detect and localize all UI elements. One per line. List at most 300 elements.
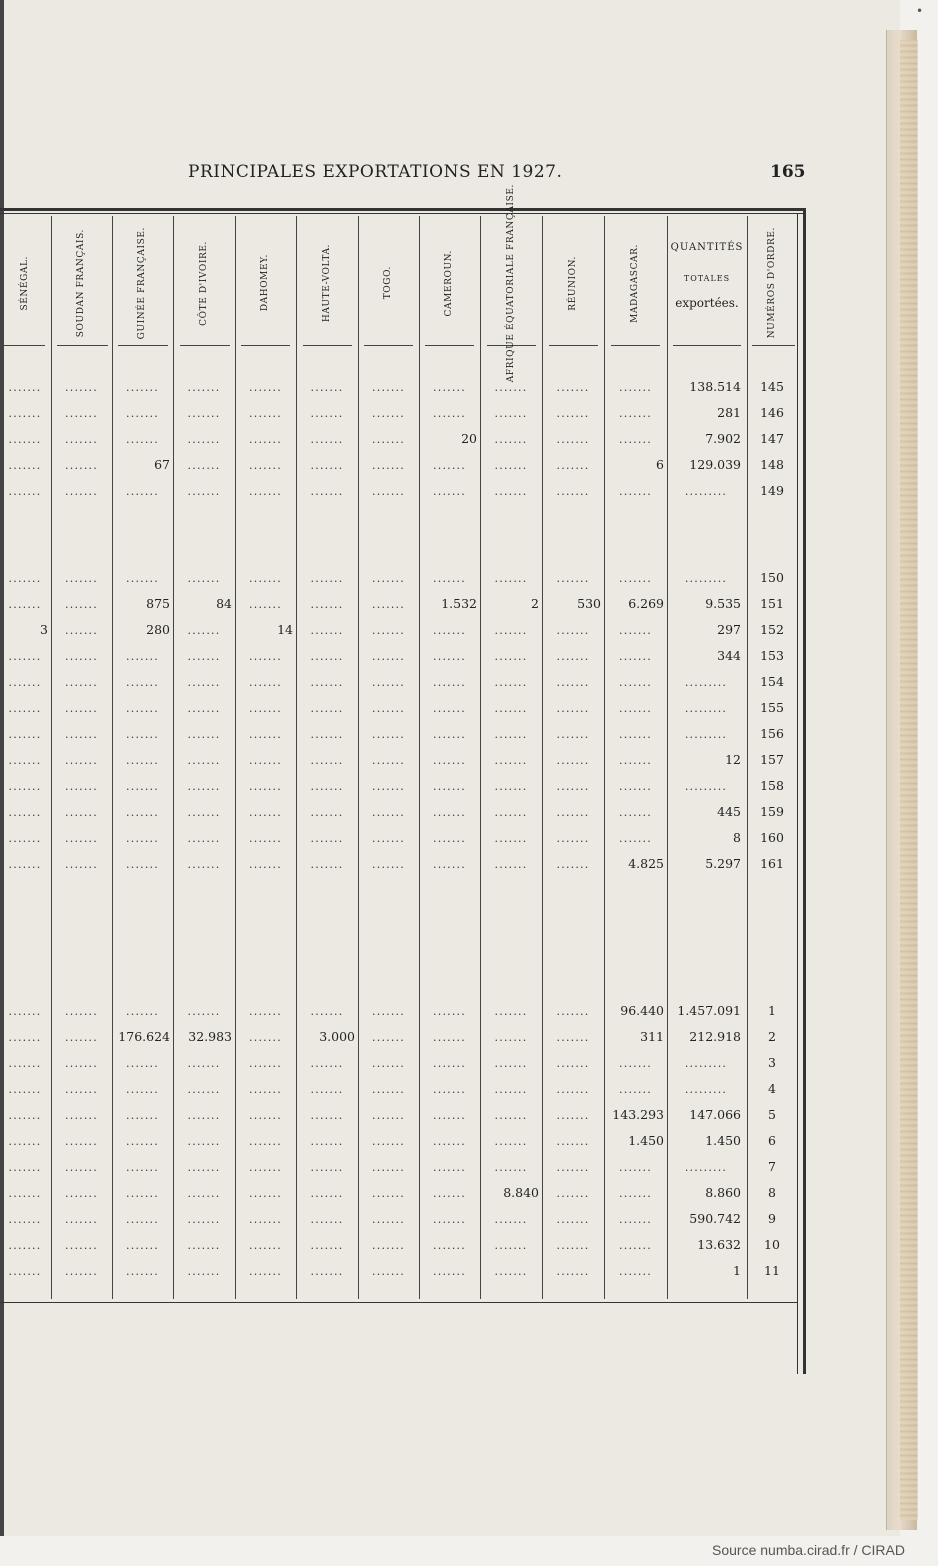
cell-leader-dots: ....... <box>249 806 282 819</box>
cell-leader-dots: ......... <box>684 780 728 793</box>
cell-leader-dots: ....... <box>556 702 590 715</box>
cell-leader-dots: ....... <box>556 1239 590 1252</box>
numeros-ordre-label: NUMÉROS D'ORDRE. <box>766 227 777 339</box>
cell-leader-dots: ....... <box>494 407 528 420</box>
cell-leader-dots: ....... <box>494 433 528 446</box>
cell-leader-dots: ....... <box>249 650 282 663</box>
cell-leader-dots: ....... <box>187 1057 221 1070</box>
cell-leader-dots: ....... <box>187 381 221 394</box>
table-row <box>0 591 798 617</box>
cell-leader-dots: ....... <box>619 1161 652 1174</box>
cell-leader-dots: ....... <box>65 1187 98 1200</box>
cell-leader-dots: ....... <box>65 572 98 585</box>
cell-leader-dots: ....... <box>433 572 466 585</box>
cell-leader-dots: ....... <box>619 728 652 741</box>
scan-mark: • <box>916 4 924 18</box>
cell-leader-dots: ....... <box>433 1135 466 1148</box>
cell-leader-dots: ......... <box>684 1161 728 1174</box>
cell-leader-dots: ....... <box>187 1213 221 1226</box>
cell-leader-dots: ....... <box>619 485 652 498</box>
cell-leader-dots: ....... <box>249 858 282 871</box>
cell-leader-dots: ....... <box>8 433 42 446</box>
cell-leader-dots: ....... <box>187 650 221 663</box>
cell-leader-dots: ....... <box>249 485 282 498</box>
table-row <box>0 695 798 721</box>
cell-leader-dots: ....... <box>187 1083 221 1096</box>
cell-leader-dots: ....... <box>494 1109 528 1122</box>
cell-leader-dots: ....... <box>65 1031 98 1044</box>
cell-leader-dots: ....... <box>126 806 159 819</box>
cell-leader-dots: ....... <box>619 780 652 793</box>
cell-leader-dots: ....... <box>126 1161 159 1174</box>
cell-value-madagascar: 1.450 <box>628 1133 664 1148</box>
cell-leader-dots: ....... <box>8 1135 42 1148</box>
cell-leader-dots: ....... <box>310 702 344 715</box>
exports-table <box>0 183 806 1374</box>
cell-leader-dots: ....... <box>65 598 98 611</box>
cell-leader-dots: ....... <box>8 459 42 472</box>
cell-value-guinee: 280 <box>146 622 170 637</box>
cell-leader-dots: ....... <box>372 572 405 585</box>
cell-leader-dots: ....... <box>8 598 42 611</box>
cell-leader-dots: ....... <box>433 702 466 715</box>
cell-leader-dots: ....... <box>494 1083 528 1096</box>
cell-leader-dots: ....... <box>310 1265 344 1278</box>
cell-leader-dots: ....... <box>494 858 528 871</box>
cell-total: 5.297 <box>705 856 741 871</box>
cell-leader-dots: ....... <box>433 1213 466 1226</box>
cell-value-guinee: 67 <box>154 457 170 472</box>
column-header-cote <box>174 218 234 348</box>
cell-leader-dots: ....... <box>310 1135 344 1148</box>
cell-leader-dots: ....... <box>8 858 42 871</box>
cell-numero-ordre: 148 <box>760 457 784 472</box>
cell-leader-dots: ....... <box>494 650 528 663</box>
cell-leader-dots: ....... <box>494 1213 528 1226</box>
cell-leader-dots: ....... <box>556 572 590 585</box>
table-row <box>0 452 798 478</box>
cell-leader-dots: ....... <box>494 1265 528 1278</box>
cell-leader-dots: ....... <box>433 754 466 767</box>
cell-total: 1.450 <box>705 1133 741 1148</box>
cell-leader-dots: ....... <box>619 381 652 394</box>
cell-leader-dots: ....... <box>619 1213 652 1226</box>
cell-total: 281 <box>717 405 741 420</box>
cell-leader-dots: ....... <box>310 1057 344 1070</box>
cell-leader-dots: ....... <box>494 381 528 394</box>
page-stack-texture <box>900 40 918 1520</box>
column-header-label: MADAGASCAR. <box>630 243 640 323</box>
cell-leader-dots: ....... <box>372 858 405 871</box>
cell-leader-dots: ....... <box>310 572 344 585</box>
cell-leader-dots: ....... <box>556 1005 590 1018</box>
cell-leader-dots: ....... <box>433 806 466 819</box>
table-row <box>0 773 798 799</box>
cell-numero-ordre: 160 <box>760 830 784 845</box>
table-row <box>0 565 798 591</box>
cell-leader-dots: ....... <box>619 572 652 585</box>
cell-numero-ordre: 4 <box>768 1081 776 1096</box>
cell-leader-dots: ....... <box>249 728 282 741</box>
cell-leader-dots: ....... <box>187 433 221 446</box>
table-row <box>0 426 798 452</box>
cell-value-guinee: 875 <box>146 596 170 611</box>
cell-numero-ordre: 146 <box>760 405 784 420</box>
cell-leader-dots: ....... <box>8 1109 42 1122</box>
cell-leader-dots: ....... <box>65 650 98 663</box>
table-rule-top-thin <box>0 213 806 214</box>
cell-leader-dots: ....... <box>556 676 590 689</box>
cell-leader-dots: ....... <box>433 832 466 845</box>
page-title: PRINCIPALES EXPORTATIONS EN 1927. <box>188 162 563 182</box>
cell-leader-dots: ....... <box>556 1057 590 1070</box>
table-row <box>0 400 798 426</box>
cell-numero-ordre: 154 <box>760 674 784 689</box>
cell-leader-dots: ....... <box>310 1005 344 1018</box>
cell-leader-dots: ....... <box>556 832 590 845</box>
cell-leader-dots: ....... <box>187 1135 221 1148</box>
cell-leader-dots: ....... <box>372 1161 405 1174</box>
table-row <box>0 374 798 400</box>
cell-leader-dots: ....... <box>126 702 159 715</box>
column-header-label: SÉNÉGAL. <box>19 255 30 311</box>
cell-value-senegal: 3 <box>40 622 48 637</box>
cell-leader-dots: ....... <box>249 1239 282 1252</box>
cell-value-reunion: 530 <box>577 596 601 611</box>
quantites-line2: TOTALES <box>683 274 731 283</box>
cell-leader-dots: ....... <box>249 1005 282 1018</box>
cell-leader-dots: ....... <box>8 1187 42 1200</box>
cell-leader-dots: ....... <box>619 624 652 637</box>
cell-leader-dots: ....... <box>619 1083 652 1096</box>
cell-value-cote: 84 <box>216 596 232 611</box>
quantites-line1: QUANTITÉS <box>670 242 744 253</box>
cell-leader-dots: ....... <box>65 676 98 689</box>
cell-leader-dots: ....... <box>126 676 159 689</box>
cell-leader-dots: ....... <box>65 702 98 715</box>
cell-leader-dots: ....... <box>556 433 590 446</box>
table-row <box>0 1258 798 1284</box>
cell-leader-dots: ....... <box>249 1031 282 1044</box>
cell-leader-dots: ....... <box>310 624 344 637</box>
header-underline <box>752 345 795 346</box>
cell-leader-dots: ....... <box>8 1239 42 1252</box>
cell-leader-dots: ....... <box>8 806 42 819</box>
cell-leader-dots: ....... <box>310 1161 344 1174</box>
cell-leader-dots: ....... <box>65 1005 98 1018</box>
cell-leader-dots: ....... <box>372 1057 405 1070</box>
cell-total: 138.514 <box>689 379 741 394</box>
cell-leader-dots: ....... <box>556 1135 590 1148</box>
cell-leader-dots: ....... <box>8 728 42 741</box>
cell-value-haute_volta: 3.000 <box>319 1029 355 1044</box>
cell-numero-ordre: 1 <box>768 1003 776 1018</box>
cell-leader-dots: ....... <box>556 1161 590 1174</box>
cell-leader-dots: ....... <box>433 1187 466 1200</box>
source-credit: Source numba.cirad.fr / CIRAD <box>712 1542 905 1558</box>
table-row <box>0 1154 798 1180</box>
table-row <box>0 1232 798 1258</box>
cell-leader-dots: ....... <box>65 485 98 498</box>
cell-leader-dots: ....... <box>372 728 405 741</box>
cell-total: 12 <box>725 752 741 767</box>
cell-leader-dots: ....... <box>310 1213 344 1226</box>
cell-leader-dots: ....... <box>187 676 221 689</box>
cell-numero-ordre: 151 <box>760 596 784 611</box>
cell-leader-dots: ....... <box>494 1239 528 1252</box>
cell-leader-dots: ....... <box>187 1161 221 1174</box>
cell-leader-dots: ....... <box>310 806 344 819</box>
cell-numero-ordre: 150 <box>760 570 784 585</box>
cell-numero-ordre: 8 <box>768 1185 776 1200</box>
cell-leader-dots: ....... <box>126 433 159 446</box>
cell-leader-dots: ....... <box>65 728 98 741</box>
cell-leader-dots: ....... <box>310 676 344 689</box>
cell-leader-dots: ....... <box>494 780 528 793</box>
table-row <box>0 1102 798 1128</box>
cell-leader-dots: ....... <box>8 676 42 689</box>
cell-leader-dots: ....... <box>249 572 282 585</box>
cell-leader-dots: ....... <box>372 1083 405 1096</box>
cell-leader-dots: ....... <box>65 858 98 871</box>
cell-leader-dots: ....... <box>433 459 466 472</box>
cell-leader-dots: ....... <box>65 1213 98 1226</box>
cell-leader-dots: ....... <box>556 1031 590 1044</box>
column-header-soudan <box>52 218 111 348</box>
table-rule-top <box>0 208 806 211</box>
cell-leader-dots: ......... <box>684 572 728 585</box>
table-row <box>0 1180 798 1206</box>
cell-leader-dots: ....... <box>8 485 42 498</box>
cell-total: 9.535 <box>705 596 741 611</box>
cell-total: 445 <box>717 804 741 819</box>
column-header-dahomey <box>236 218 295 348</box>
cell-leader-dots: ....... <box>619 407 652 420</box>
cell-leader-dots: ....... <box>494 1161 528 1174</box>
table-row <box>0 825 798 851</box>
table-row <box>0 1128 798 1154</box>
cell-numero-ordre: 7 <box>768 1159 776 1174</box>
cell-leader-dots: ....... <box>433 485 466 498</box>
cell-leader-dots: ....... <box>126 728 159 741</box>
cell-leader-dots: ....... <box>126 1187 159 1200</box>
column-header-togo <box>359 218 418 348</box>
cell-leader-dots: ....... <box>556 754 590 767</box>
cell-leader-dots: ....... <box>433 728 466 741</box>
cell-leader-dots: ....... <box>310 485 344 498</box>
cell-value-madagascar: 4.825 <box>628 856 664 871</box>
table-row <box>0 747 798 773</box>
cell-value-cameroun: 1.532 <box>441 596 477 611</box>
cell-numero-ordre: 5 <box>768 1107 776 1122</box>
cell-leader-dots: ....... <box>494 1031 528 1044</box>
cell-leader-dots: ....... <box>310 1239 344 1252</box>
cell-leader-dots: ....... <box>65 1135 98 1148</box>
cell-leader-dots: ....... <box>187 485 221 498</box>
column-header-label: RÉUNION. <box>567 255 578 311</box>
cell-leader-dots: ....... <box>187 459 221 472</box>
cell-leader-dots: ....... <box>126 1057 159 1070</box>
cell-leader-dots: ....... <box>433 1005 466 1018</box>
cell-leader-dots: ....... <box>310 754 344 767</box>
cell-total: 344 <box>717 648 741 663</box>
cell-leader-dots: ....... <box>187 754 221 767</box>
cell-leader-dots: ....... <box>126 572 159 585</box>
cell-leader-dots: ....... <box>433 1239 466 1252</box>
column-header-haute_volta <box>297 218 357 348</box>
cell-leader-dots: ....... <box>8 1265 42 1278</box>
cell-leader-dots: ....... <box>556 1083 590 1096</box>
cell-leader-dots: ....... <box>494 676 528 689</box>
table-row <box>0 998 798 1024</box>
cell-leader-dots: ....... <box>126 1083 159 1096</box>
cell-leader-dots: ....... <box>8 407 42 420</box>
cell-leader-dots: ....... <box>372 1265 405 1278</box>
cell-leader-dots: ....... <box>372 407 405 420</box>
cell-leader-dots: ....... <box>433 858 466 871</box>
cell-total: 1.457.091 <box>677 1003 741 1018</box>
cell-leader-dots: ....... <box>372 650 405 663</box>
cell-leader-dots: ....... <box>310 1109 344 1122</box>
numeros-ordre-header <box>748 218 796 348</box>
cell-leader-dots: ....... <box>619 806 652 819</box>
column-header-senegal <box>0 218 50 348</box>
cell-leader-dots: ......... <box>684 1057 728 1070</box>
cell-leader-dots: ....... <box>619 702 652 715</box>
cell-leader-dots: ....... <box>65 1265 98 1278</box>
cell-leader-dots: ....... <box>494 1005 528 1018</box>
cell-leader-dots: ....... <box>126 858 159 871</box>
cell-leader-dots: ......... <box>684 702 728 715</box>
column-header-label: DAHOMEY. <box>260 254 270 312</box>
cell-leader-dots: ....... <box>372 780 405 793</box>
column-header-label: TOGO. <box>383 266 393 300</box>
column-header-label: CAMEROUN. <box>444 249 454 317</box>
cell-leader-dots: ....... <box>249 1083 282 1096</box>
table-row <box>0 617 798 643</box>
table-row <box>0 799 798 825</box>
cell-leader-dots: ....... <box>372 1213 405 1226</box>
cell-leader-dots: ....... <box>494 624 528 637</box>
cell-leader-dots: ....... <box>494 702 528 715</box>
cell-value-aef: 2 <box>531 596 539 611</box>
cell-leader-dots: ....... <box>65 1057 98 1070</box>
cell-leader-dots: ....... <box>8 754 42 767</box>
cell-leader-dots: ....... <box>187 806 221 819</box>
column-header-label: HAUTE-VOLTA. <box>321 243 332 323</box>
cell-leader-dots: ....... <box>249 780 282 793</box>
cell-leader-dots: ....... <box>494 832 528 845</box>
cell-leader-dots: ....... <box>494 806 528 819</box>
cell-leader-dots: ....... <box>65 433 98 446</box>
cell-leader-dots: ....... <box>65 832 98 845</box>
cell-leader-dots: ....... <box>310 407 344 420</box>
cell-leader-dots: ....... <box>494 1135 528 1148</box>
cell-leader-dots: ....... <box>494 459 528 472</box>
cell-leader-dots: ....... <box>65 459 98 472</box>
cell-leader-dots: ....... <box>187 780 221 793</box>
cell-numero-ordre: 2 <box>768 1029 776 1044</box>
cell-total: 13.632 <box>697 1237 741 1252</box>
cell-leader-dots: ....... <box>556 459 590 472</box>
table-rule-bottom <box>0 1302 798 1303</box>
cell-leader-dots: ....... <box>126 832 159 845</box>
column-header-label: CÔTE D'IVOIRE. <box>198 240 209 326</box>
cell-leader-dots: ....... <box>249 1161 282 1174</box>
cell-leader-dots: ....... <box>619 676 652 689</box>
table-row <box>0 478 798 504</box>
cell-leader-dots: ....... <box>8 780 42 793</box>
table-row <box>0 1076 798 1102</box>
cell-leader-dots: ....... <box>126 1135 159 1148</box>
table-row <box>0 1206 798 1232</box>
cell-leader-dots: ....... <box>372 459 405 472</box>
cell-leader-dots: ....... <box>187 1005 221 1018</box>
cell-leader-dots: ....... <box>494 1057 528 1070</box>
table-row <box>0 643 798 669</box>
cell-numero-ordre: 11 <box>764 1263 780 1278</box>
cell-numero-ordre: 155 <box>760 700 784 715</box>
quantites-line3: exportées. <box>675 296 739 310</box>
cell-leader-dots: ......... <box>684 1083 728 1096</box>
cell-leader-dots: ....... <box>310 459 344 472</box>
cell-leader-dots: ....... <box>8 1057 42 1070</box>
cell-leader-dots: ....... <box>249 754 282 767</box>
cell-value-guinee: 176.624 <box>118 1029 170 1044</box>
column-header-label: SOUDAN FRANÇAIS. <box>76 228 86 338</box>
cell-leader-dots: ....... <box>8 832 42 845</box>
cell-value-cameroun: 20 <box>461 431 477 446</box>
cell-leader-dots: ....... <box>619 1187 652 1200</box>
cell-leader-dots: ....... <box>187 1239 221 1252</box>
cell-leader-dots: ....... <box>187 407 221 420</box>
cell-value-madagascar: 143.293 <box>612 1107 664 1122</box>
cell-leader-dots: ......... <box>684 485 728 498</box>
cell-leader-dots: ....... <box>494 754 528 767</box>
cell-leader-dots: ....... <box>372 1109 405 1122</box>
cell-leader-dots: ....... <box>372 1005 405 1018</box>
cell-leader-dots: ....... <box>556 780 590 793</box>
cell-leader-dots: ....... <box>494 485 528 498</box>
cell-leader-dots: ....... <box>433 1161 466 1174</box>
cell-leader-dots: ....... <box>556 407 590 420</box>
cell-numero-ordre: 6 <box>768 1133 776 1148</box>
cell-value-madagascar: 96.440 <box>620 1003 664 1018</box>
cell-total: 590.742 <box>689 1211 741 1226</box>
cell-leader-dots: ....... <box>8 381 42 394</box>
cell-leader-dots: ....... <box>249 1213 282 1226</box>
cell-leader-dots: ....... <box>433 381 466 394</box>
table-row <box>0 1050 798 1076</box>
cell-leader-dots: ....... <box>433 1057 466 1070</box>
cell-leader-dots: ....... <box>126 485 159 498</box>
cell-leader-dots: ......... <box>684 728 728 741</box>
cell-leader-dots: ....... <box>249 381 282 394</box>
table-row <box>0 1024 798 1050</box>
column-header-cameroun <box>420 218 479 348</box>
cell-leader-dots: ....... <box>556 650 590 663</box>
column-header-aef <box>481 183 541 383</box>
cell-leader-dots: ....... <box>187 832 221 845</box>
cell-leader-dots: ....... <box>187 572 221 585</box>
cell-leader-dots: ....... <box>433 1083 466 1096</box>
cell-leader-dots: ....... <box>187 728 221 741</box>
cell-leader-dots: ....... <box>494 572 528 585</box>
page-header <box>0 162 900 192</box>
cell-leader-dots: ....... <box>372 381 405 394</box>
cell-leader-dots: ....... <box>8 1083 42 1096</box>
cell-leader-dots: ....... <box>372 598 405 611</box>
